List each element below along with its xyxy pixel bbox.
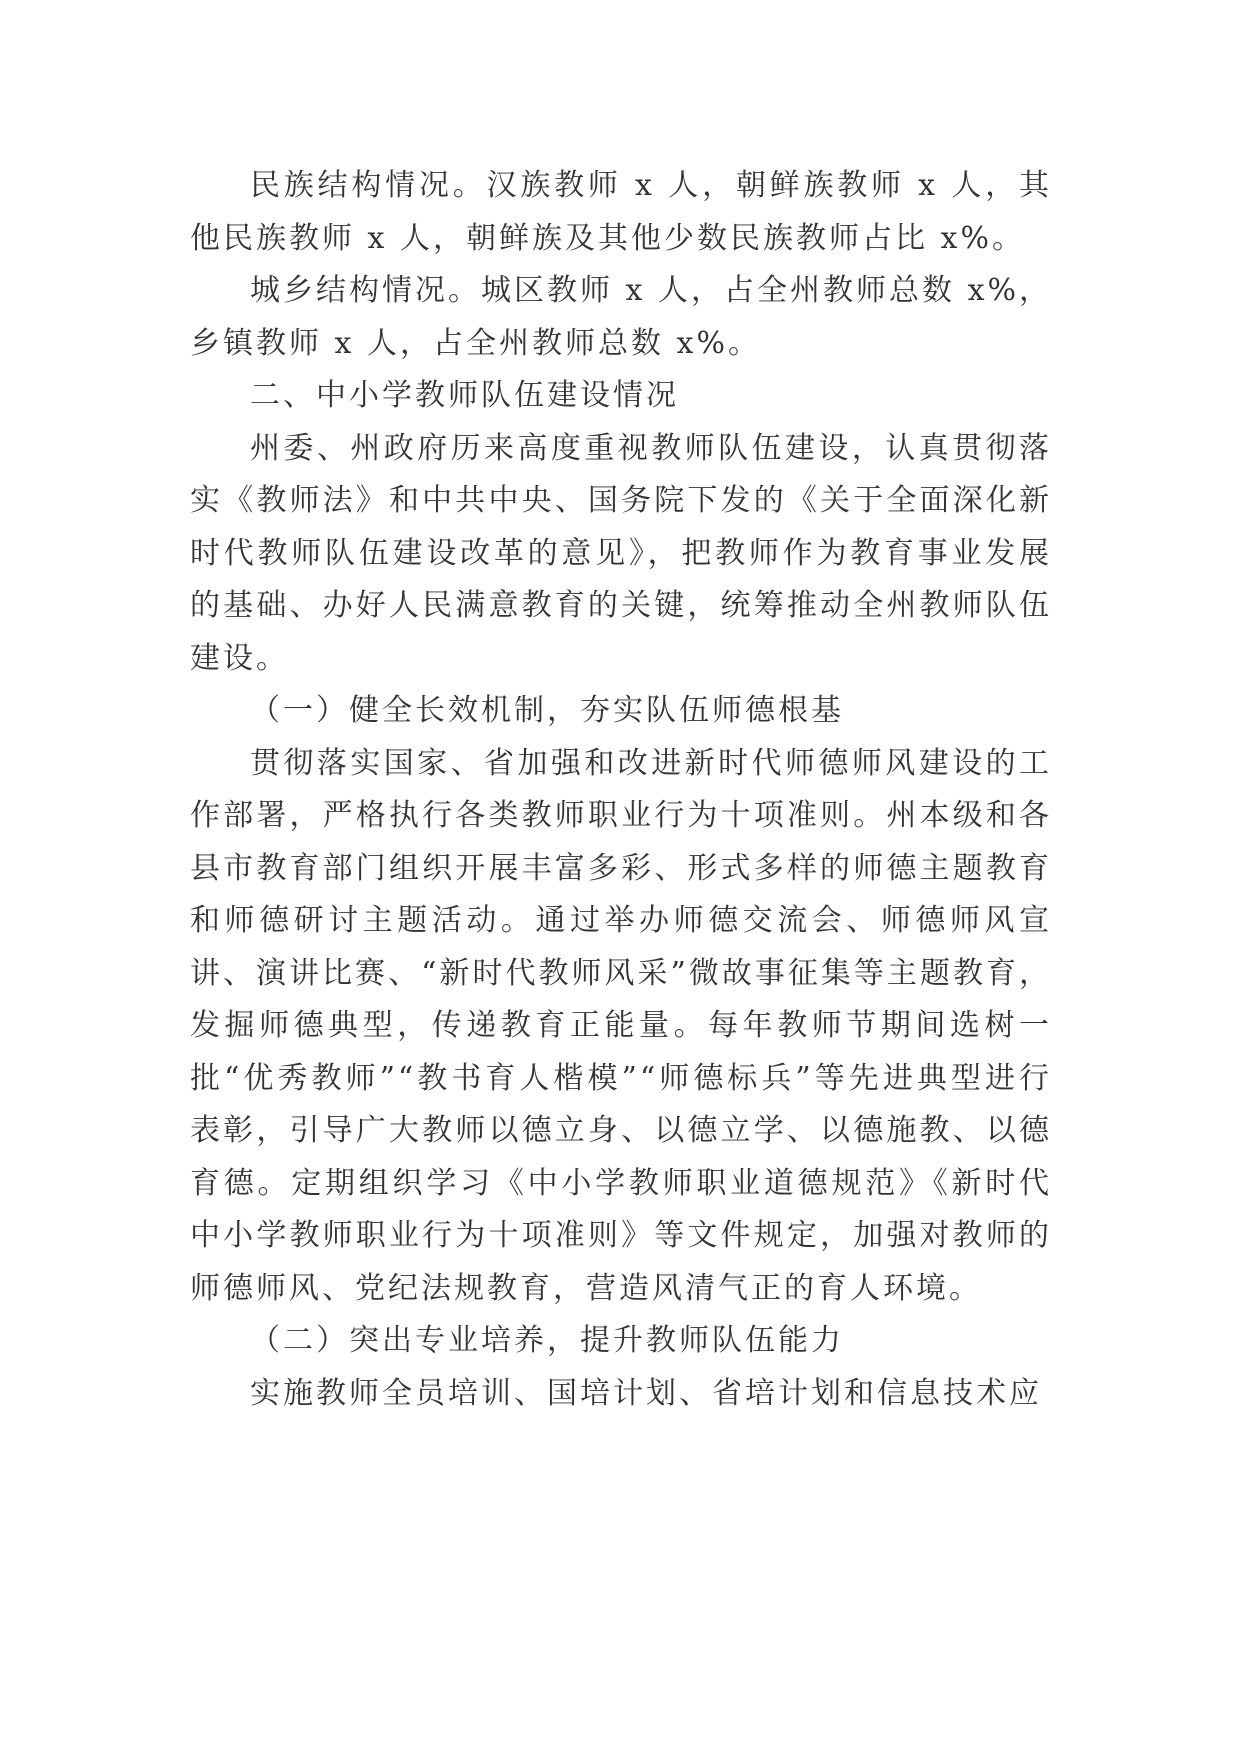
- paragraph-urban-rural-structure: 城乡结构情况。城区教师 x 人，占全州教师总数 x%，乡镇教师 x 人，占全州教师总数 x%。: [190, 273, 1052, 361]
- paragraph-training: 实施教师全员培训、国培计划、省培计划和信息技术应: [250, 1375, 1042, 1411]
- section-heading: 二、中小学教师队伍建设情况: [250, 378, 679, 413]
- paragraph-intro: 州委、州政府历来高度重视教师队伍建设，认真贯彻落实《教师法》和中共中央、国务院下发的《关于全面深化新时代教师队伍建设改革的意见》，把教师作为教育事业发展的基础、办好人民满意教育的关键，统筹推动全州教师队伍建设。: [190, 430, 1052, 676]
- document-body: [190, 160, 1052, 1420]
- paragraph-ethics: 贯彻落实国家、省加强和改进新时代师德师风建设的工作部署，严格执行各类教师职业行为十项准则。州本级和各县市教育部门组织开展丰富多彩、形式多样的师德主题教育和师德研讨主题活动。通过举办师德交流会、师德师风宣讲、演讲比赛、“新时代教师风采”微故事征集等主题教育，发掘师德典型，传递教育正能量。每年教师节期间选树一批“优秀教师”“教书育人楷模”“师德标兵”等先进典型进行表彰，引导广大教师以德立身、以德立学、以德施教、以德育德。定期组织学习《中小学教师职业道德规范》《新时代中小学教师职业行为十项准则》等文件规定，加强对教师的师德师风、党纪法规教育，营造风清气正的育人环境。: [190, 745, 1052, 1306]
- subsection-heading-1: （一）健全长效机制，夯实队伍师德根基: [250, 693, 844, 728]
- paragraph-ethnic-structure: 民族结构情况。汉族教师 x 人，朝鲜族教师 x 人，其他民族教师 x 人，朝鲜族及其他少数民族教师占比 x%。: [190, 168, 1052, 256]
- subsection-heading-2: （二）突出专业培养，提升教师队伍能力: [250, 1323, 844, 1358]
